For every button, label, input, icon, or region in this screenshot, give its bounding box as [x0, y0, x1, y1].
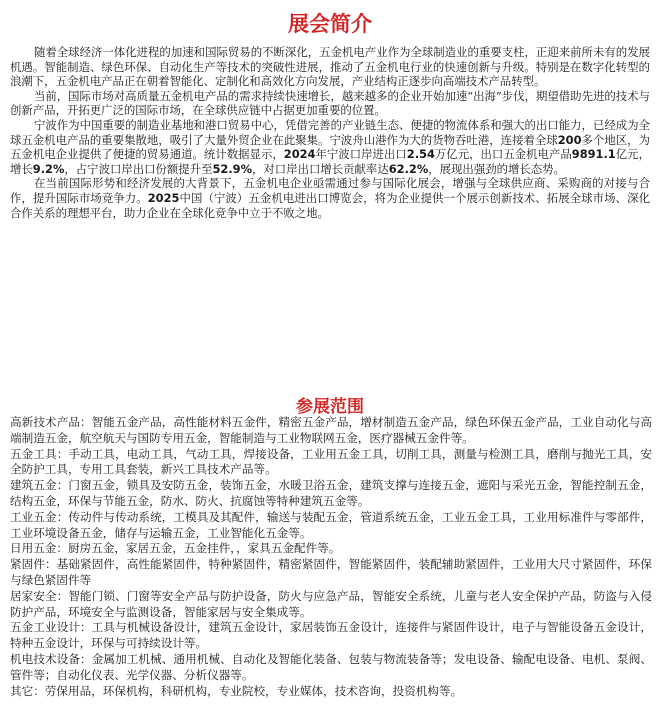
intro-paragraph [10, 89, 650, 118]
text-run: 宁波作为中国重要的制造业基地和港口贸易中心，凭借完善的产业链生态、便捷的物流体系和强大的出口能力，已经成为全球五金机电产品的重要集散地，吸引了大量外贸企业在此聚集。宁波舟山港作为大的货物吞吐港，连接着全球 [10, 117, 650, 147]
text-run: 亿元，增长 [10, 147, 650, 176]
intro-body [10, 45, 650, 220]
text-run: 在当前国际形势和经济发展的大背景下，五金机电企业亟需通过参与国际化展会，增强与全球供应商、采购商的对接与合作，提升国际市场竞争力。 [10, 176, 650, 205]
text-run: 万亿元，出口五金机电产品 [434, 147, 572, 162]
text-run: 年宁波口岸进出口 [315, 147, 407, 162]
text-run: 随着全球经济一体化进程的加速和国际贸易的不断深化，五金机电产业作为全球制造业的重要支柱，正迎来前所未有的发展机遇。智能制造、绿色环保、自动化生产等技术的突破性进展，推动了五金机电行业的快速创新与升级。特别是在数字化转型的浪潮下，五金机电产品正在朝着智能化、定制化和高效化方向发展，产业结构正逐步向高端技术产品转型。 [10, 45, 650, 89]
scope-list [10, 415, 652, 699]
highlight-figure: 200 [557, 132, 582, 147]
scope-item: 其它：劳保用品，环保机构，科研机构，专业院校，专业媒体，技术咨询，投资机构等。 [10, 683, 463, 698]
text-run: 当前，国际市场对高质量五金机电产品的需求持续快速增长，越来越多的企业开始加速“出海”步伐，期望借助先进的技术与创新产品，开拓更广泛的国际市场，在全球供应链中占据更加重要的位置。 [10, 88, 650, 118]
intro-paragraph [10, 176, 650, 220]
scope-item: 建筑五金：门窗五金，锁具及安防五金，装饰五金，水暖卫浴五金，建筑支撑与连接五金，遮阳与采光五金，智能控制五金，结构五金，环保与节能五金，防水、防火、抗腐蚀等特种建筑五金等。 [10, 478, 652, 508]
scope-item: 高新技术产品：智能五金产品，高性能材料五金件，精密五金产品，增材制造五金产品，绿色环保五金产品，工业自动化与高端制造五金，航空航天与国防专用五金，智能制造与工业物联网五金，医疗器械五金件等。 [10, 415, 652, 445]
highlight-figure: 62.2% [388, 161, 429, 176]
text-run: ，展现出强劲的增长态势。 [428, 161, 565, 176]
highlight-figure: 2025 [147, 190, 180, 205]
scope-item: 工业五金：传动件与传动系统，工模具及其配件，输送与装配五金，管道系统五金，工业五金工具，工业用标准件与零部件，工业环境设备五金，储存与运输五金，工业智能化五金等。 [10, 509, 652, 540]
section-title-scope: 参展范围 [296, 397, 364, 417]
scope-item: 机电技术设备：金属加工机械、通用机械、自动化及智能化装备、包装与物流装备等；发电设备、输配电设备、电机、泵阀、管件等；自动化仪表、光学仪器、分析仪器等。 [10, 651, 652, 682]
scope-item: 五金工具：手动工具，电动工具，气动工具，焊接设备，工业用五金工具，切削工具，测量与检测工具，磨削与抛光工具，安全防护工具，专用工具套装，新兴工具技术产品等。 [10, 446, 652, 477]
text-run: ，占宁波口岸出口份额提升至 [64, 161, 213, 176]
text-run: 中国（宁波）五金机电进出口博览会，将为企业提供一个展示创新技术、拓展全球市场、深化合作关系的理想平台，助力企业在全球化竞争中立于不败之地。 [10, 190, 650, 220]
section-title-intro: 展会简介 [288, 12, 372, 36]
highlight-figure: 9.2% [32, 161, 65, 176]
scope-item: 五金工业设计：工具与机械设备设计，建筑五金设计，家居装饰五金设计，连接件与紧固件设计，电子与智能设备五金设计，特种五金设计，环保与可持续设计等。 [10, 620, 652, 651]
scope-item: 居家安全：智能门锁、门窗等安全产品与防护设备，防火与应急产品，智能安全系统，儿童与老人安全保护产品，防盗与入侵防护产品，环境安全与监测设备，智能家居与安全集成等。 [10, 588, 652, 619]
highlight-figure: 2024 [283, 147, 316, 162]
intro-paragraph [10, 45, 650, 89]
scope-item: 日用五金：厨房五金，家居五金，五金挂件，，家具五金配件等。 [10, 541, 341, 556]
highlight-figure: 2.54 [406, 147, 435, 162]
text-run: 多个地区，为五金机电企业提供了便捷的贸易通道。统计数据显示， [10, 132, 650, 162]
intro-paragraph [10, 118, 650, 176]
highlight-figure: 52.9% [212, 161, 253, 176]
scope-item: 紧固件：基础紧固件，高性能紧固件，特种紧固件，精密紧固件，智能紧固件，装配辅助紧固件，工业用大尺寸紧固件，环保与绿色紧固件等 [10, 557, 652, 587]
text-run: ，对口岸出口增长贡献率达 [252, 161, 389, 176]
highlight-figure: 9891.1 [571, 147, 616, 162]
